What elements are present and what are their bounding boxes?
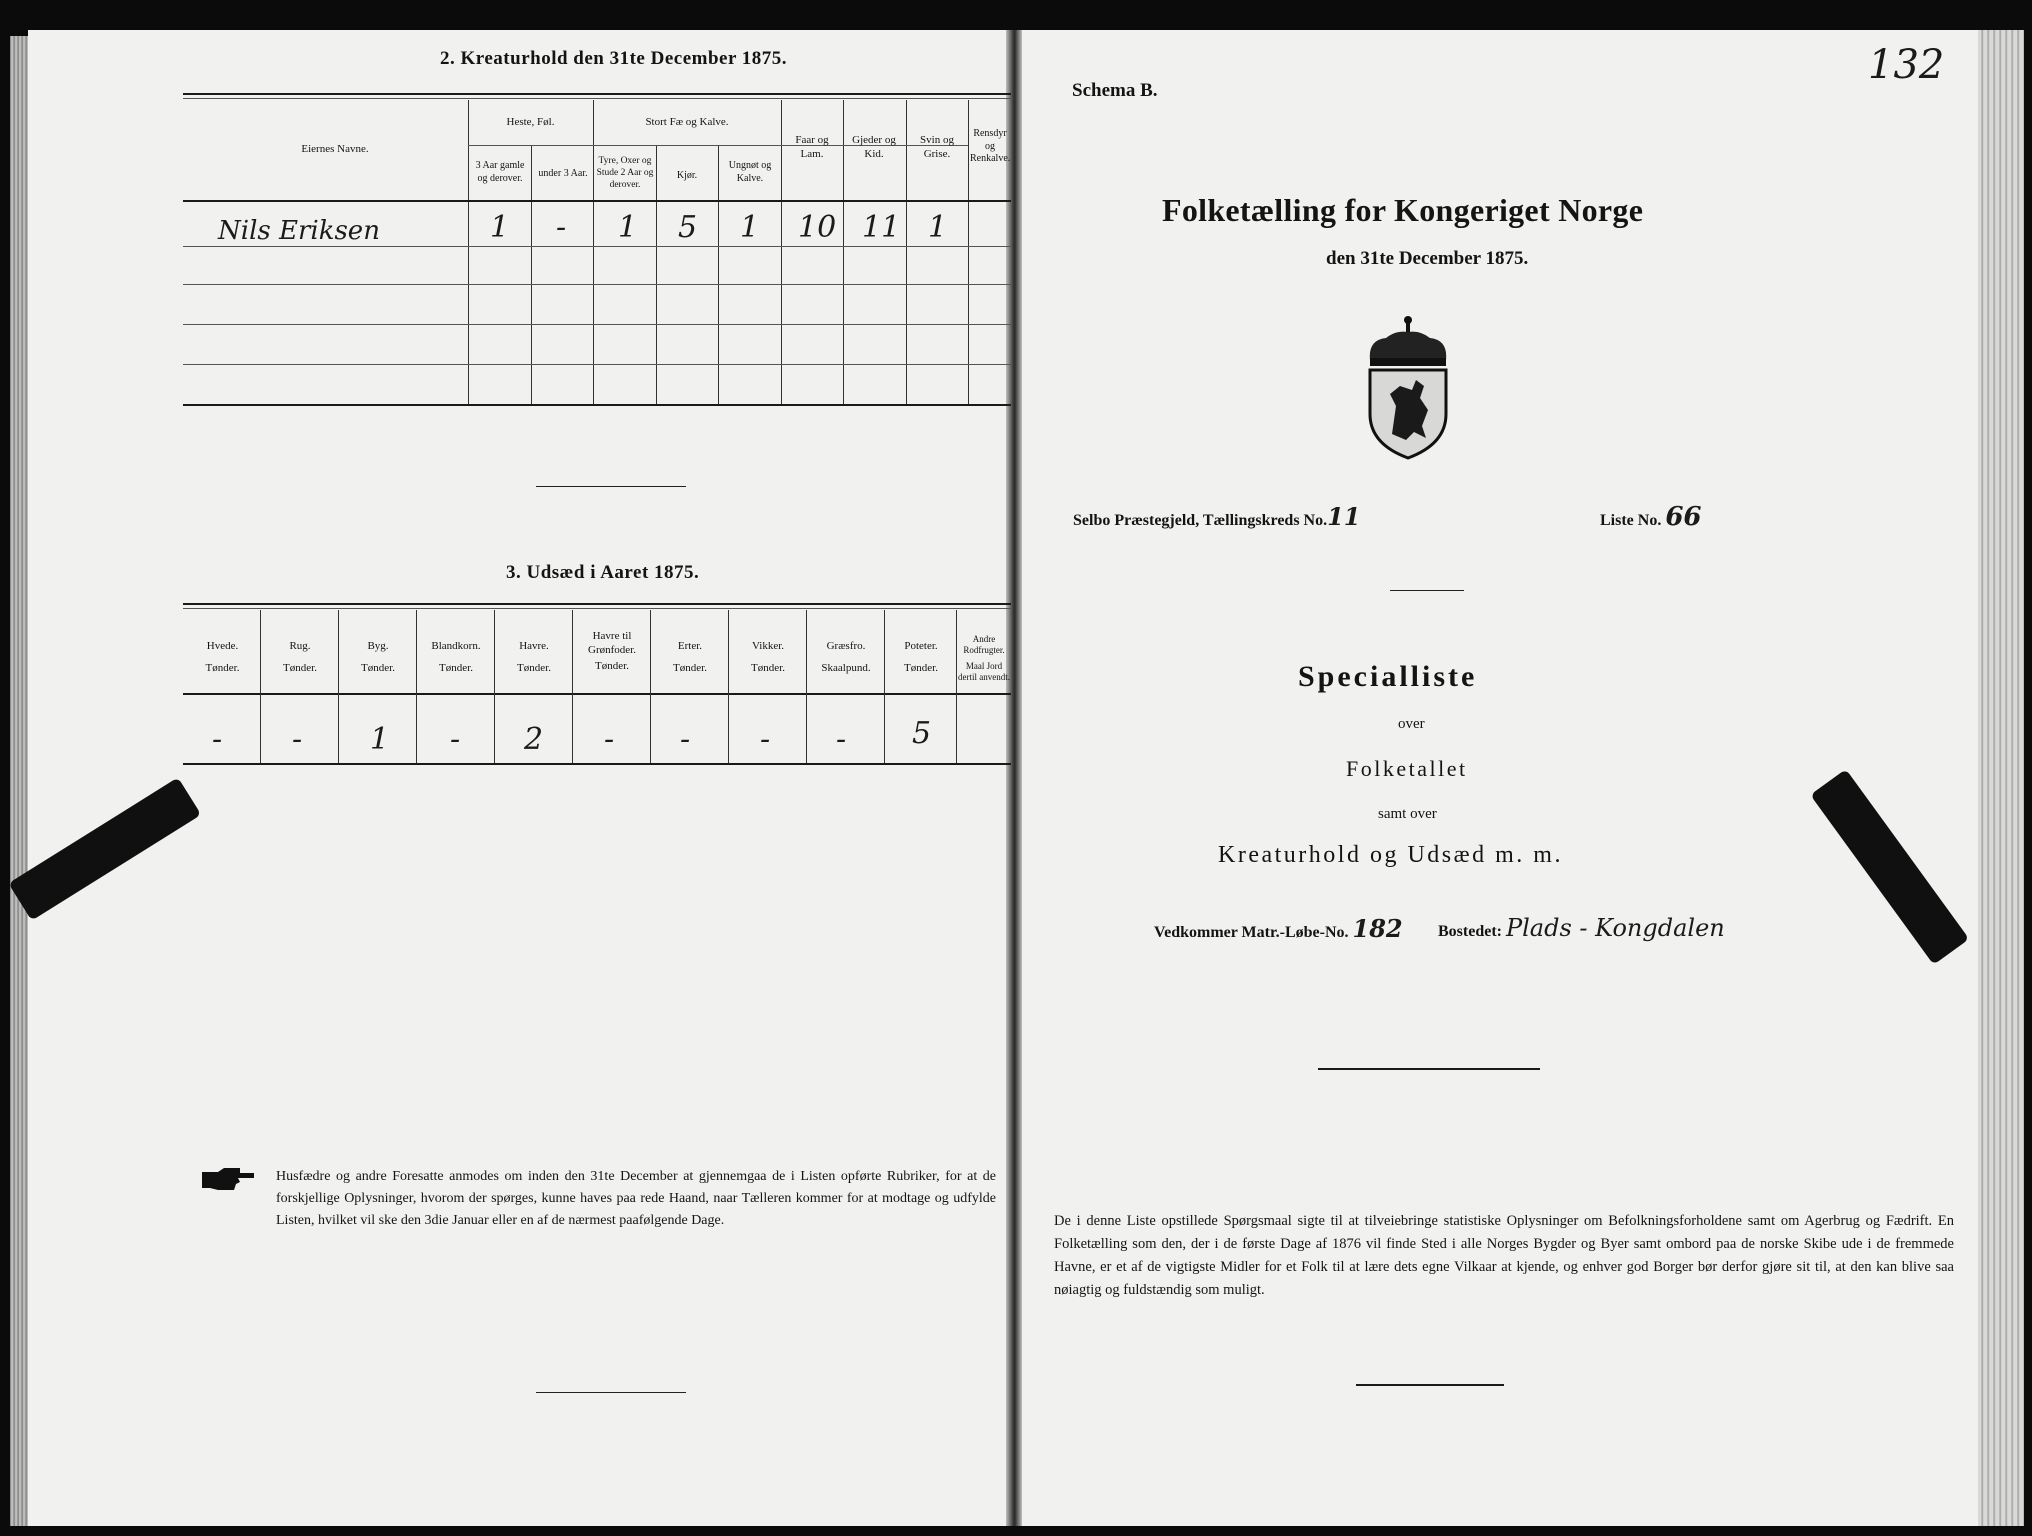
vikker-value: -	[760, 722, 771, 757]
header-heste: Heste, Føl.	[506, 116, 555, 128]
col-divider	[338, 610, 339, 763]
col-divider	[728, 610, 729, 763]
header-faar: Faar og Lam.	[795, 134, 829, 160]
header-stort: Stort Fæ og Kalve.	[645, 116, 729, 128]
header-poteter: Poteter. Tønder.	[904, 640, 938, 674]
matr-line: Vedkommer Matr.-Løbe-No. 182	[1154, 914, 1403, 943]
header-stort-c: Ungnøt og Kalve.	[728, 160, 772, 184]
owner-name: Nils Eriksen	[218, 216, 380, 246]
liste-line: Liste No. 66	[1600, 502, 1702, 532]
specialliste-heading: Specialliste	[1298, 660, 1478, 693]
samt-over-text: samt over	[1378, 806, 1437, 822]
header-blandkorn: Blandkorn. Tønder.	[431, 640, 481, 674]
document-date: den 31te December 1875.	[1326, 248, 1529, 269]
hvede-value: -	[212, 722, 223, 757]
havre-gronfoder-value: -	[604, 722, 615, 757]
faar-value: 10	[798, 210, 837, 245]
header-erter: Erter. Tønder.	[673, 640, 707, 674]
gjeder-value: 11	[862, 210, 901, 245]
page-end-rule-right	[1356, 1384, 1504, 1386]
folketallet-text: Folketallet	[1346, 756, 1468, 781]
col-divider	[494, 610, 495, 763]
byg-value: 1	[370, 722, 390, 757]
header-hvede: Hvede. Tønder.	[205, 640, 240, 674]
table-top-rule-thin	[183, 98, 1011, 99]
over-text: over	[1398, 716, 1425, 732]
header-vikker: Vikker. Tønder.	[751, 640, 785, 674]
heste-b-value: -	[556, 210, 567, 245]
table-top-rule	[183, 93, 1011, 95]
ungnot-value: 1	[740, 210, 760, 245]
kjor-value: 5	[678, 210, 698, 245]
col-divider	[956, 610, 957, 763]
left-footnote: Husfædre og andre Foresatte anmodes om inden den 31te December at gjennemgaa de i Listen opførte Rubriker, for at de forskjellige Oplysninger, hvorom der spørges, kunne haves paa rede Haand, naar Tælleren kommer for at modtage og udfylde Listen, hvilket vil ske den 3die Januar eller en af de nærmest paafølgende Dage.	[276, 1169, 996, 1228]
right-footnote: De i denne Liste opstillede Spørgsmaal sigte til at tilveiebringe statistiske Oplysninger om Befolkningsforholdene samt om Agerbrug og Fædrift. En Folketælling som den, der i de første Dage af 1876 vil finde Sted i alle Norges Bygder og Byer samt ombord paa de norske Skibe ude i de fremmede Havne, er et af de vigtigste Midler for et Folk til at lære dets egne Vilkaar at kjende, og enhver god Borger bør derfor gjøre sit til, at den kan blive saa nøiagtig og fuldstændig som muligt.	[1054, 1213, 1954, 1298]
col-divider	[416, 610, 417, 763]
header-rens: Rensdyr og Renkalve.	[970, 128, 1010, 164]
schema-label: Schema B.	[1072, 80, 1158, 101]
header-rodfrugter: Andre Rodfrugter. Maal Jord dertil anvendt.	[958, 634, 1010, 682]
poteter-value: 5	[912, 716, 932, 751]
section-3-title: 3. Udsæd i Aaret 1875.	[506, 562, 700, 583]
col-divider	[806, 610, 807, 763]
bosted-line: Bostedet: Plads - Kongdalen	[1438, 914, 1725, 942]
page-number: 132	[1868, 42, 1945, 88]
book-left-edge	[10, 36, 28, 1526]
matr-number: 182	[1352, 914, 1403, 943]
col-divider	[650, 610, 651, 763]
table3-header-rule	[183, 693, 1011, 695]
left-page	[28, 30, 1010, 1526]
header-havre-gronfoder: Havre til Grønfoder. Tønder.	[588, 630, 636, 672]
section-2-title: 2. Kreaturhold den 31te December 1875.	[440, 48, 788, 69]
header-stort-b: Kjør.	[676, 170, 698, 181]
kreaturhold-text: Kreaturhold og Udsæd m. m.	[1218, 842, 1563, 868]
svin-value: 1	[928, 210, 948, 245]
col-divider	[968, 100, 969, 405]
col-divider	[531, 145, 532, 405]
header-heste-a: 3 Aar gamle og derover.	[475, 160, 525, 184]
signature-rule	[1318, 1068, 1540, 1070]
col-divider	[260, 610, 261, 763]
col-divider	[718, 145, 719, 405]
header-rug: Rug. Tønder.	[283, 640, 317, 674]
norwegian-coat-of-arms-icon	[1356, 314, 1460, 460]
row-rule	[183, 246, 1011, 247]
table3-top-rule-thin	[183, 608, 1011, 609]
header-byg: Byg. Tønder.	[361, 640, 395, 674]
rug-value: -	[292, 722, 303, 757]
header-eier: Eiernes Navne.	[301, 143, 369, 155]
col-divider	[572, 610, 573, 763]
document-title: Folketælling for Kongeriget Norge	[1162, 192, 1644, 228]
liste-number: 66	[1665, 502, 1702, 532]
blandkorn-value: -	[450, 722, 461, 757]
prestegjeld-line: Selbo Præstegjeld, Tællingskreds No.11	[1073, 502, 1361, 531]
table-bottom-rule	[183, 404, 1011, 406]
erter-value: -	[680, 722, 691, 757]
row-rule	[183, 284, 1011, 285]
havre-value: 2	[524, 722, 544, 757]
table3-bottom-rule	[183, 763, 1011, 765]
col-divider	[884, 610, 885, 763]
header-gjeder: Gjeder og Kid.	[852, 134, 896, 160]
col-divider	[656, 145, 657, 405]
page-edges	[1978, 30, 2024, 1526]
header-heste-b: under 3 Aar.	[538, 168, 588, 179]
book-gutter	[1006, 30, 1022, 1526]
pointing-hand-icon	[200, 1166, 256, 1194]
bosted-value: Plads - Kongdalen	[1505, 914, 1725, 942]
title-separator	[1390, 590, 1464, 591]
row-rule	[183, 364, 1011, 365]
graesfro-value: -	[836, 722, 847, 757]
stort-a-value: 1	[618, 210, 638, 245]
header-graesfro: Græsfro. Skaalpund.	[821, 640, 871, 674]
section-separator	[536, 486, 686, 487]
page-end-rule	[536, 1392, 686, 1393]
table3-top-rule	[183, 603, 1011, 605]
heste-a-value: 1	[490, 210, 510, 245]
kreds-number: 11	[1327, 502, 1361, 531]
header-svin: Svin og Grise.	[920, 134, 954, 160]
header-bottom-rule	[183, 200, 1011, 202]
header-stort-a: Tyre, Oxer og Stude 2 Aar og derover.	[596, 156, 654, 190]
header-havre: Havre. Tønder.	[517, 640, 551, 674]
row-rule	[183, 324, 1011, 325]
